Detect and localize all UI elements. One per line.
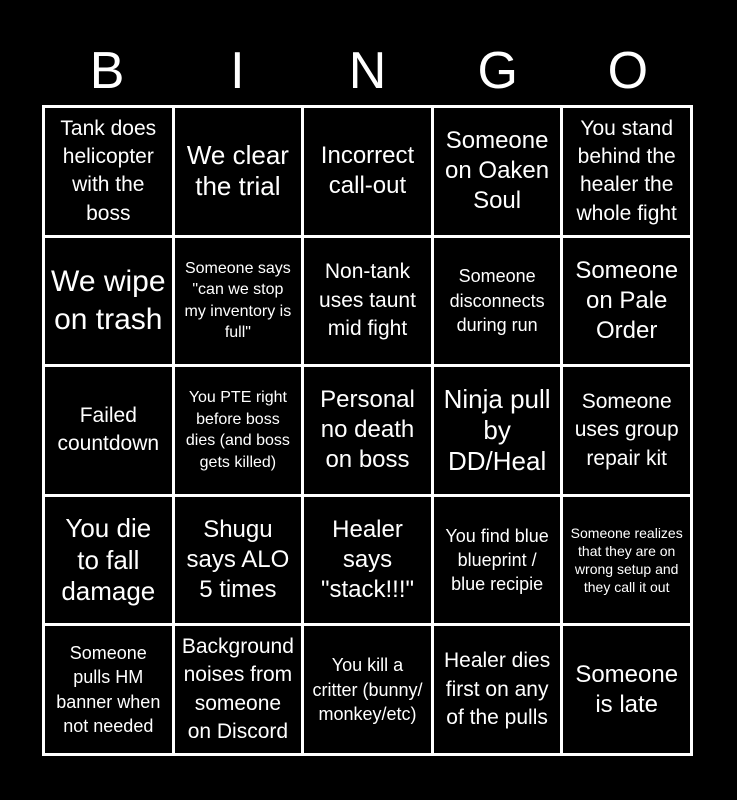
cell-text: Someone realizes that they are on wrong setup and they call it out [570, 524, 683, 596]
header-letter-b: B [89, 42, 125, 100]
bingo-cell[interactable] [434, 367, 561, 494]
cell-text: We clear the trial [186, 140, 289, 202]
cell-text: Someone is late [575, 660, 679, 718]
cell-text: Someone says "can we stop my inventory is full" [184, 259, 292, 342]
bingo-cell[interactable] [304, 626, 431, 753]
cell-text: Shugu says ALO 5 times [186, 516, 290, 604]
bingo-cell[interactable] [45, 238, 172, 365]
cell-text: Someone pulls HM banner when not needed [56, 643, 161, 736]
header-letter-g: G [477, 42, 518, 100]
cell-text: Someone disconnects during run [449, 266, 545, 336]
bingo-header [42, 40, 693, 102]
bingo-cell[interactable] [563, 626, 690, 753]
bingo-cell[interactable] [434, 497, 561, 624]
bingo-cell[interactable] [563, 238, 690, 365]
bingo-cell[interactable] [563, 108, 690, 235]
cell-text: You die to fall damage [61, 513, 156, 606]
cell-text: Failed countdown [57, 404, 160, 456]
bingo-cell[interactable] [563, 367, 690, 494]
bingo-cell[interactable] [175, 626, 302, 753]
bingo-cell[interactable] [175, 367, 302, 494]
cell-text: You PTE right before boss dies (and boss gets killed) [185, 389, 290, 472]
bingo-cell[interactable] [175, 497, 302, 624]
header-letter-i: I [230, 42, 245, 100]
bingo-cell[interactable] [304, 367, 431, 494]
cell-text: Someone on Pale Order [575, 256, 679, 344]
bingo-cell[interactable] [434, 108, 561, 235]
bingo-cell[interactable] [304, 238, 431, 365]
bingo-board [42, 105, 693, 756]
cell-text: Ninja pull by DD/Heal [443, 383, 551, 477]
bingo-cell[interactable] [45, 497, 172, 624]
cell-text: Incorrect call-out [320, 142, 415, 200]
header-letter-n: N [348, 42, 387, 100]
bingo-cell[interactable] [45, 626, 172, 753]
bingo-cell[interactable] [175, 108, 302, 235]
cell-text: Someone on Oaken Soul [445, 127, 550, 215]
cell-text: Healer says "stack!!!" [320, 516, 415, 604]
bingo-cell[interactable] [304, 497, 431, 624]
bingo-cell[interactable] [175, 238, 302, 365]
bingo-cell[interactable] [45, 108, 172, 235]
cell-text: You kill a critter (bunny/ monkey/etc) [312, 655, 423, 724]
cell-text: Tank does helicopter with the boss [60, 116, 157, 225]
cell-text: Non-tank uses taunt mid fight [319, 260, 416, 341]
bingo-cell[interactable] [563, 497, 690, 624]
cell-text: Background noises from someone on Discord [181, 635, 294, 744]
bingo-cell[interactable] [304, 108, 431, 235]
cell-text: Personal no death on boss [320, 386, 415, 474]
header-letter-o: O [607, 42, 649, 100]
cell-text: Someone uses group repair kit [574, 389, 679, 470]
cell-text: You find blue blueprint / blue recipie [445, 525, 549, 595]
cell-text: We wipe on trash [51, 265, 166, 336]
bingo-cell[interactable] [434, 238, 561, 365]
bingo-cell[interactable] [45, 367, 172, 494]
cell-text: You stand behind the healer the whole fight [576, 116, 677, 225]
bingo-cell[interactable] [434, 626, 561, 753]
cell-text: Healer dies first on any of the pulls [443, 649, 551, 729]
